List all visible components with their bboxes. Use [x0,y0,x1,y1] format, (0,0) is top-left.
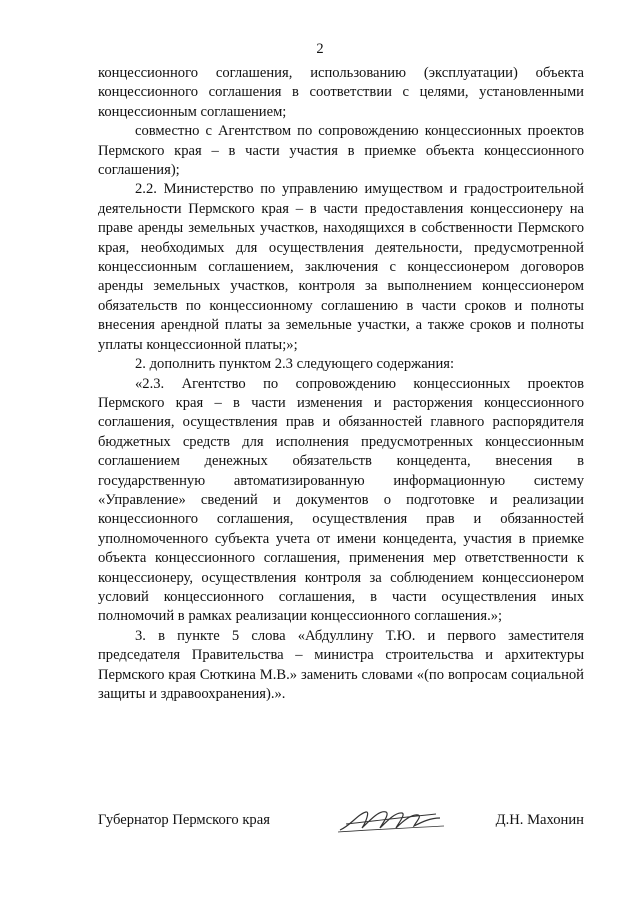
paragraph-2-2-ministry: 2.2. Министерство по управлению имуществом и градостроительной деятельности Пермского края – в части предоставления концессионеру на праве аренды земельных участков, находящихся в собственности Пермского края, необходимых для осуществления деятельности, предусмотренной концессионным соглашением, заключения с концессионером договоров аренды земельных участков, контроля за выполнением концессионером обязательств по концессионному соглашению в части сроков и полноты внесения арендной платы за земельные участки, а также сроков и полноты уплаты концессионной платы;»; [98,181,584,353]
paragraph-3-point-5: 3. в пункте 5 слова «Абдуллину Т.Ю. и первого заместителя председателя Правительства – министра строительства и архитектуры Пермского края Сюткина М.В.» заменить словами «(по вопросам социальной защиты и здравоохранения).». [98,627,584,702]
paragraph-2-3-agency: «2.3. Агентство по сопровождению концессионных проектов Пермского края – в части изменения и расторжения концессионного соглашения, осуществления прав и обязанностей главного распорядителя бюджетных средств для исполнения предусмотренных концессионным соглашением денежных обязательств концедента, внесения в государственную автоматизированную информационную систему «Управление» сведений и документов о подготовке и реализации концессионного соглашения, осуществления прав и обязанностей уполномоченного субъекта учета от имени концедента, участия в приемке объекта концессионного соглашения, применения мер ответственности к концессионеру, осуществления контроля за соблюдением концессионером условий концессионного соглашения, в части осуществления иных полномочий в рамках реализации концессионного соглашения.»; [98,375,584,625]
paragraph-agency-acceptance: совместно с Агентством по сопровождению концессионных проектов Пермского края – в части участия в приемке объекта концессионного соглашения); [98,123,584,179]
paragraph-continuation: концессионного соглашения, использованию (эксплуатации) объекта концессионного соглашения в соответствии с целями, установленными концессионным соглашением; [98,65,584,120]
signatory-name: Д.Н. Махонин [495,812,584,828]
document-body [98,64,584,704]
handwritten-signature [336,806,446,836]
page-number: 2 [316,41,324,57]
paragraph-add-2-3: 2. дополнить пунктом 2.3 следующего содержания: [135,356,455,373]
signatory-title: Губернатор Пермского края [98,812,270,828]
signature-block [98,806,584,836]
